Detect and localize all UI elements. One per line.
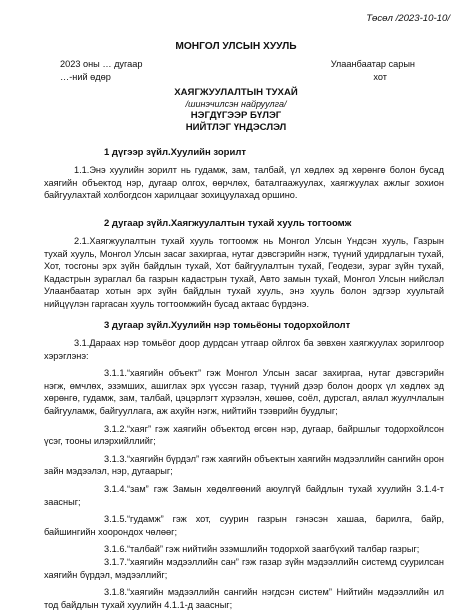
date-line: 2023 оны … дугаар — [60, 59, 143, 69]
article-heading: 3 дугаар зүйл.Хуулийн нэр томьёоны тодорхойлолт — [104, 320, 351, 331]
part-heading: НЭГДҮГЭЭР БҮЛЭГ — [190, 110, 282, 121]
subtitle: /шинэчилсэн найруулга/ — [185, 99, 287, 109]
law-title: МОНГОЛ УЛСЫН ХУУЛЬ — [175, 41, 297, 52]
article-heading: 1 дүгээр зүйл.Хуулийн зорилт — [104, 147, 247, 158]
article-3 — [44, 319, 444, 611]
paragraph: 3.1.8.“хаягийн мэдээллийн сангийн нэгдсэн систем” Нийтийн мэдээллийн ил тод байдлын тухай хуулийн 4.1.1-д заасныг; — [44, 587, 444, 610]
paragraph: 1.1.Энэ хуулийн зорилт нь гудамж, зам, талбай, үл хөдлөх эд хөрөнгө болон бусад хаягийн объектод нэр, дугаар олгох, өөрчлөх, баталгаажуулах, хаягжуулах ажлыг зохион байгуулахтай холбогдсон харилцааг зохицуулахад оршино. — [44, 165, 444, 201]
draft-label: Төсөл /2023-10-10/ — [366, 13, 450, 24]
paragraph: 3.1.3.“хаягийн бүрдэл” гэж хаягийн объектын хаягийн мэдээллийн сангийн орон зайн мэдээлэл, нэр, дугаарыг; — [44, 453, 444, 477]
paragraph: 3.1.7.“хаягийн мэдээллийн сан” гэж газар зүйн мэдээллийн системд суурилсан хаягийн бүрдэл, мэдээллийг; — [44, 556, 444, 580]
paragraph: 3.1.5.“гудамж” гэж хот, суурин газрын гэнэсэн хашаа, барилга, байр, байшингийн хоорондох чөлөөг; — [44, 514, 444, 537]
main-heading: ХАЯГЖУУЛАЛТЫН ТУХАЙ — [174, 87, 298, 98]
day-row — [60, 71, 415, 84]
day-line: …-ний өдөр — [60, 72, 111, 82]
city-suffix: хот — [373, 72, 387, 82]
date-row — [60, 58, 415, 71]
paragraph: 3.1.Дараах нэр томьёог доор дурдсан утгаар ойлгох ба зөвхөн хаягжуулах зорилгоор хэрэглэнэ: — [44, 338, 444, 361]
paragraph: 3.1.2.“хаяг” гэж хаягийн объектод өгсөн нэр, дугаар, байршлыг тодорхойлсон үсэг, тооны илэрхийллийг; — [44, 423, 444, 447]
paragraph: 2.1.Хаягжуулалтын тухай хууль тогтоомж нь Монгол Улсын Үндсэн хууль, Газрын тухай хууль, Монгол Улсын засаг захиргаа, нутаг дэвсгэрийн нэгж, түүний удирдлагын тухай, Хот, тосгоны эрх зүйн байдлын тухай, Хот байгуулалтын тухай, Геодези, зураг зүйн тухай, Кадастрын зураглал ба газрын кадастрын тухай, Авто замын тухай, Монгол Улсын нийслэл Улаанбаатар хотын эрх зүйн байдлын тухай хууль, энэ хууль болон эдгээр хуультай нийцүүлэн гаргасан хууль тогтоомжийн бусад актаас бүрдэнэ. — [44, 236, 444, 309]
city-line: Улаанбаатар сарын — [330, 59, 415, 69]
paragraph: 3.1.4.“зам” гэж Замын хөдөлгөөний аюулгүй байдлын тухай хуулийн 3.1.4-т заасныг; — [44, 483, 444, 507]
article-heading: 2 дугаар зүйл.Хаягжуулалтын тухай хууль тогтоомж — [104, 218, 352, 229]
article-2 — [44, 217, 444, 311]
paragraph: 3.1.6.“талбай” гэж нийтийн эзэмшлийн тодорхой заагбүхий талбар газрыг; — [104, 544, 420, 555]
paragraph: 3.1.1.“хаягийн объект” гэж Монгол Улсын засаг захиргаа, нутаг дэвсгэрийн нэгж, өмчлөх, эзэмших, ашиглах эрх үүссэн газар, түүний дээр болон доорх үл хөдлөх эд хөрөнгө, гудамж, зам, талбай, цэцэрлэгт хүрээлэн, хөшөө, соёл, дурсгал, аялал жуулчлалын байгууламж, байгууллага, аж ахуйн нэгж, нийтийн тээврийн буудлыг; — [44, 368, 444, 416]
article-1 — [44, 146, 444, 202]
part-subheading: НИЙТЛЭГ ҮНДЭСЛЭЛ — [185, 122, 287, 133]
